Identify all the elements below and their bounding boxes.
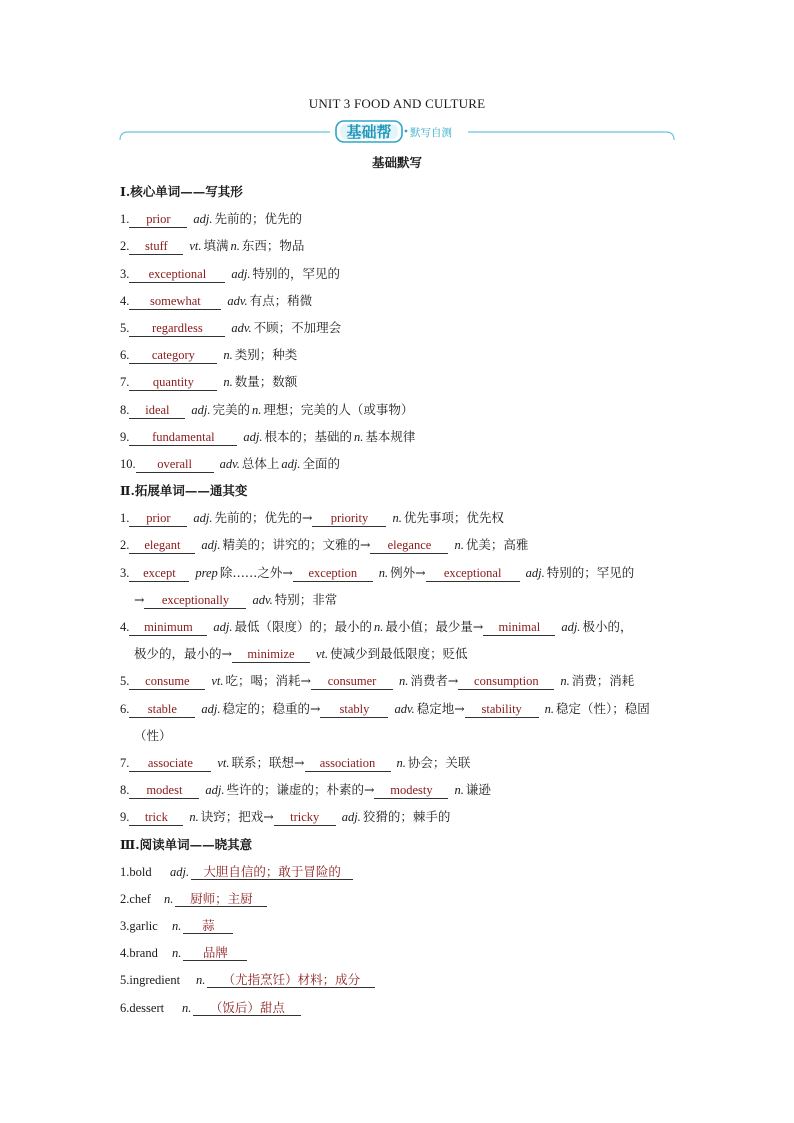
extended-item-continued: → exceptionally adv. 特别；非常 — [134, 591, 338, 607]
reading-item: 4.brand n. 品牌 — [120, 939, 680, 966]
extended-item: 3. except prep 除……之外→ exception n. 例外→ exceptional adj. 特别的；罕见的 — [120, 564, 635, 580]
core-item: 10. overall adv. 总体上 adj. 全面的 — [120, 455, 340, 471]
subtitle: 基础默写 — [371, 155, 422, 170]
extended-item-continued: （性） — [134, 727, 172, 743]
extended-item: 6. stable adj. 稳定的；稳重的→ stably adv. 稳定地→ stability n. 稳定（性）；稳固 — [120, 700, 650, 716]
section-heading-core: Ⅰ.核心单词——写其形 — [120, 184, 243, 199]
extended-item: 8. modest adj. 些许的；谦虚的；朴素的→ modesty n. 谦逊 — [120, 782, 491, 798]
reading-item: 1.bold adj. 大胆自信的；敢于冒险的 — [120, 858, 680, 885]
core-item: 6. category n. 类别；种类 — [120, 347, 298, 363]
extended-item: 9. trick n. 诀窍；把戏→ tricky adj. 狡猾的；棘手的 — [120, 809, 451, 825]
core-item: 1. prior adj. 先前的；优先的 — [120, 211, 302, 227]
core-item: 7. quantity n. 数量；数额 — [120, 374, 298, 390]
extended-item: 4. minimum adj. 最低（限度）的；最小的 n. 最小值；最少量→ minimal adj. 极小的， — [120, 619, 633, 634]
core-item: 8. ideal adj. 完美的 n. 理想；完美的人（或事物） — [120, 401, 414, 417]
reading-item: 5.ingredient n. （尤指烹饪）材料；成分 — [120, 966, 680, 993]
worksheet-content — [120, 178, 680, 1021]
reading-item: 2.chef n. 厨师；主厨 — [120, 885, 680, 912]
section-heading-reading: Ⅲ.阅读单词——晓其意 — [120, 836, 253, 852]
section-heading-extended: Ⅱ.拓展单词——通其变 — [120, 483, 248, 499]
banner-badge: 基础帮 — [346, 123, 392, 141]
page-title: UNIT 3 FOOD AND CULTURE — [308, 96, 486, 111]
reading-item: 6.dessert n. （饭后）甜点 — [120, 994, 680, 1021]
core-item: 4. somewhat adv. 有点；稍微 — [120, 292, 313, 308]
core-item: 3. exceptional adj. 特别的，罕见的 — [120, 265, 340, 281]
banner-tag: 默写自测 — [410, 127, 452, 139]
extended-item: 2. elegant adj. 精美的；讲究的；文雅的→ elegance n. 优美；高雅 — [120, 537, 529, 553]
core-item: 9. fundamental adj. 根本的；基础的 n. 基本规律 — [120, 428, 416, 444]
extended-item-continued: 极少的，最小的→ minimize vt. 使减少到最低限度；贬低 — [134, 646, 468, 662]
extended-item: 1. prior adj. 先前的；优先的→ priority n. 优先事项；优先权 — [120, 510, 504, 526]
extended-item: 7. associate vt. 联系；联想→ association n. 协会；关联 — [120, 754, 471, 770]
core-item: 5. regardless adv. 不顾；不加理会 — [120, 319, 342, 335]
core-item: 2. stuff vt. 填满 n. 东西；物品 — [120, 238, 305, 254]
reading-item: 3.garlic n. 蒜 — [120, 912, 680, 939]
extended-item: 5. consume vt. 吃；喝；消耗→ consumer n. 消费者→ consumption n. 消费；消耗 — [120, 673, 635, 689]
section-banner — [118, 118, 678, 148]
